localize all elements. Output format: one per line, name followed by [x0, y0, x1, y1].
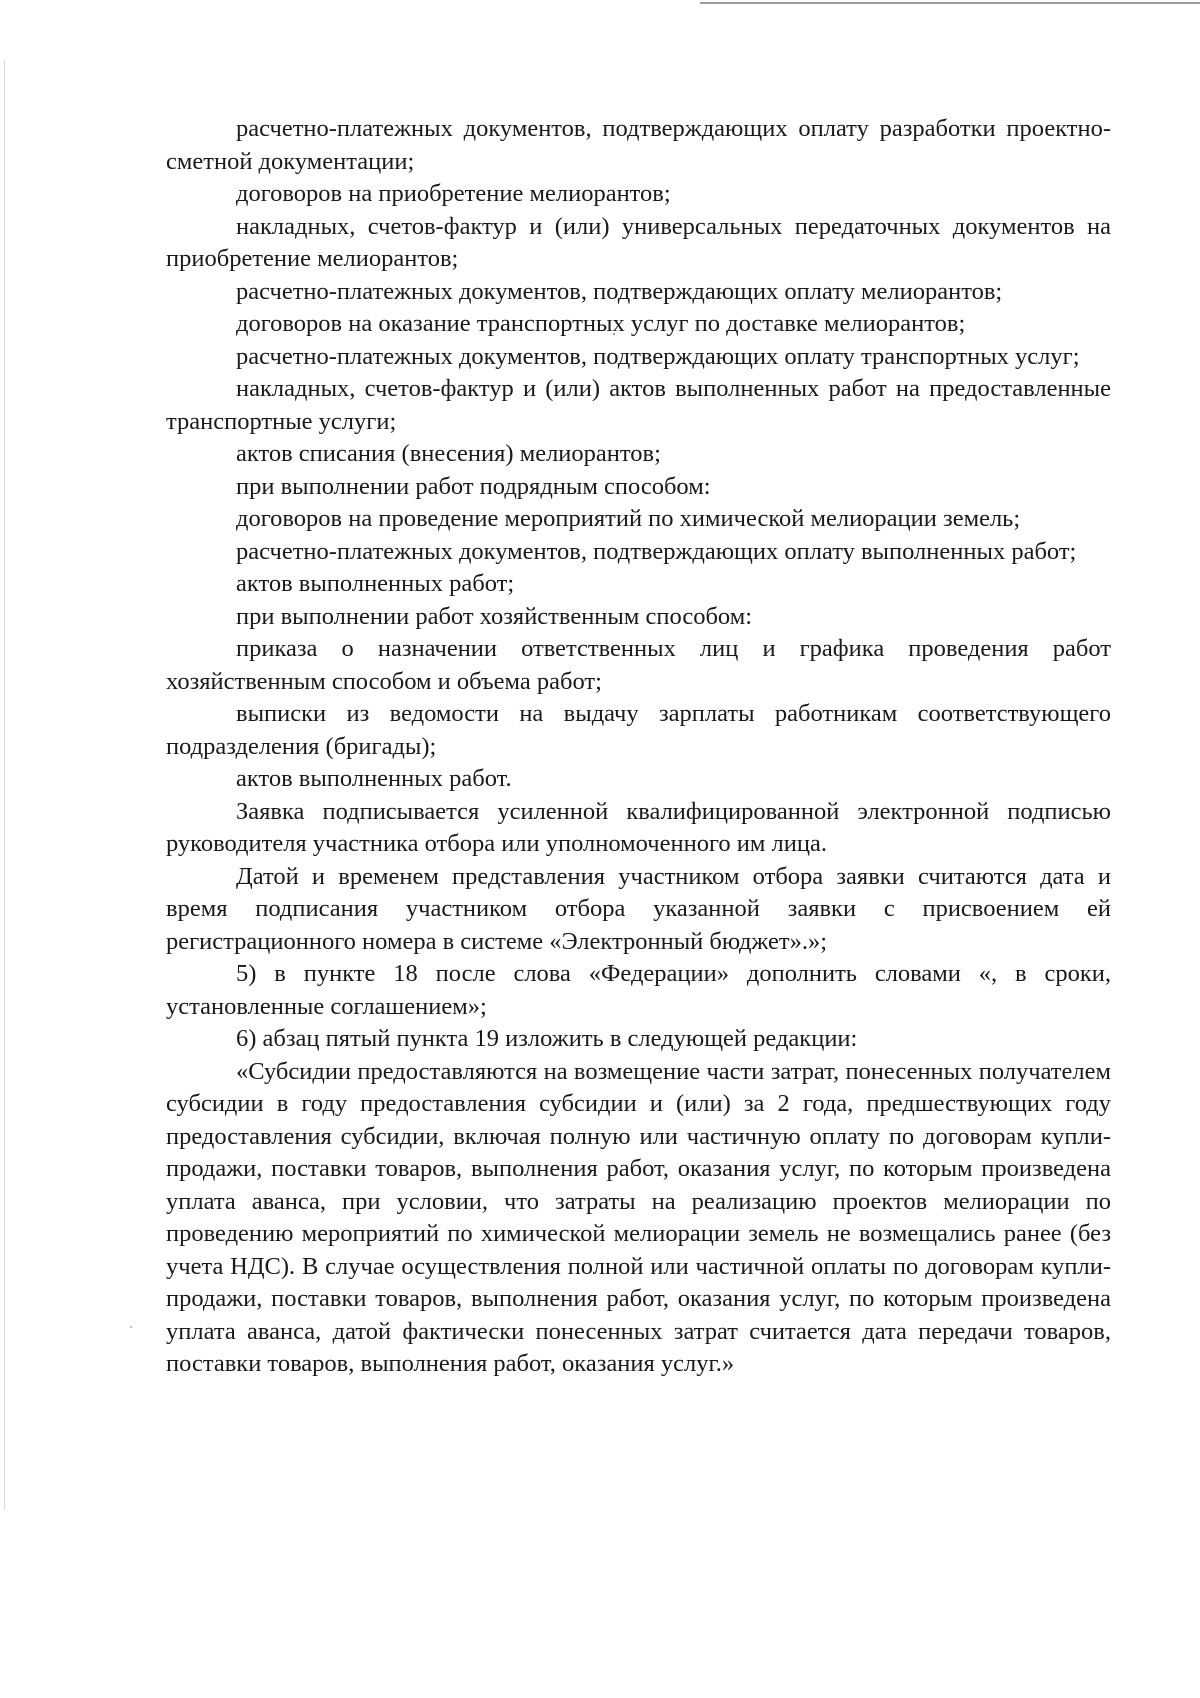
paragraph: накладных, счетов-фактур и (или) универсальных передаточных документов на приобретение мелиорантов;	[166, 212, 1111, 272]
paragraph: актов списания (внесения) мелиорантов;	[236, 440, 661, 467]
paragraph: приказа о назначении ответственных лиц и графика проведения работ хозяйственным способом и объема работ;	[166, 635, 1111, 695]
paragraph: Заявка подписывается усиленной квалифицированной электронной подписью руководителя участника отбора или уполномоченного им лица.	[166, 797, 1111, 857]
paragraph: при выполнении работ подрядным способом:	[236, 472, 711, 500]
paragraph: расчетно-платежных документов, подтверждающих оплату разработки проектно-сметной документации;	[166, 115, 1111, 175]
paragraph: актов выполненных работ;	[236, 570, 515, 597]
scan-left-edge	[4, 60, 5, 1510]
paragraph: договоров на приобретение мелиорантов;	[236, 180, 671, 207]
paragraph: расчетно-платежных документов, подтверждающих оплату транспортных услуг;	[236, 342, 1080, 370]
document-text	[166, 113, 1111, 1381]
scan-speck	[130, 1326, 132, 1328]
scan-top-edge	[700, 2, 1200, 4]
paragraph: расчетно-платежных документов, подтверждающих оплату мелиорантов;	[236, 277, 1003, 305]
paragraph: «Субсидии предоставляются на возмещение части затрат, понесенных получателем субсидии в году предоставления субсидии и (или) за 2 года, предшествующих году предоставления субсидии, включая полную или частичную оплату по договорам купли-продажи, поставки товаров, выполнения работ, оказания услуг, по которым произведена уплата аванса, при условии, что затраты на реализацию проектов мелиорации по проведению мероприятий по химической мелиорации земель не возмещались ранее (без учета НДС). В случае осуществления полной или частичной оплаты по договорам купли-продажи, поставки товаров, выполнения работ, оказания услуг, по которым произведена уплата аванса, датой фактически понесенных затрат считается дата передачи товаров, поставки товаров, выполнения работ, оказания услуг.»	[166, 1057, 1111, 1377]
paragraph: договоров на оказание транспортных услуг по доставке мелиорантов;	[236, 310, 966, 337]
paragraph: накладных, счетов-фактур и (или) актов выполненных работ на предоставленные транспортные услуги;	[166, 375, 1111, 435]
paragraph: расчетно-платежных документов, подтверждающих оплату выполненных работ;	[236, 537, 1077, 565]
paragraph: 5) в пункте 18 после слова «Федерации» дополнить словами «, в сроки, установленные соглашением»;	[166, 960, 1111, 1020]
paragraph: 6) абзац пятый пункта 19 изложить в следующей редакции:	[236, 1025, 858, 1052]
paragraph: при выполнении работ хозяйственным способом:	[236, 602, 753, 630]
paragraph: выписки из ведомости на выдачу зарплаты работникам соответствующего подразделения (бригады);	[166, 700, 1111, 760]
paragraph: актов выполненных работ.	[236, 765, 512, 792]
paragraph: договоров на проведение мероприятий по химической мелиорации земель;	[236, 505, 1021, 532]
paragraph: Датой и временем представления участником отбора заявки считаются дата и время подписания участником отбора указанной заявки с присвоением ей регистрационного номера в системе «Электронный бюджет».»;	[166, 862, 1111, 955]
